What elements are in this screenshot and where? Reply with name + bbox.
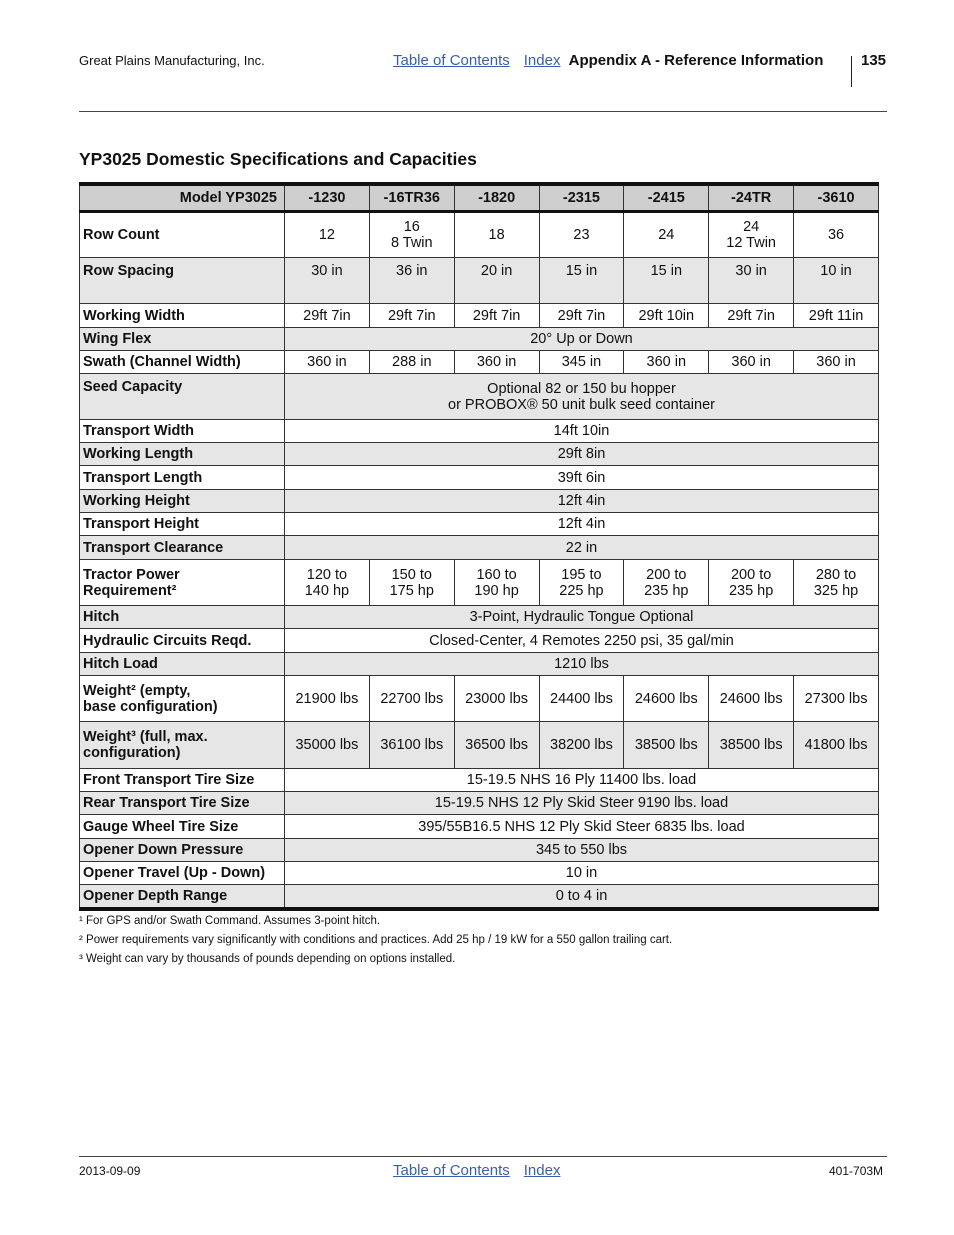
table-row [80,839,879,862]
column-header: -3610 [794,184,879,212]
table-header-row [80,184,879,212]
table-cell: Closed-Center, 4 Remotes 2250 psi, 35 gal/min [285,629,879,653]
table-row [80,513,879,536]
table-row [80,885,879,909]
row-label: Transport Clearance [80,536,285,560]
table-cell: 0 to 4 in [285,885,879,909]
row-label: Hitch Load [80,653,285,676]
table-cell: 36500 lbs [454,722,539,769]
table-row [80,560,879,606]
table-cell: 36100 lbs [369,722,454,769]
table-cell: 39ft 6in [285,466,879,490]
table-cell: 35000 lbs [285,722,370,769]
column-header: -2415 [624,184,709,212]
footer-date: 2013-09-09 [79,1164,141,1178]
table-cell: 22700 lbs [369,676,454,722]
table-row [80,769,879,792]
column-header: -1820 [454,184,539,212]
row-label: Working Length [80,443,285,466]
row-label: Opener Travel (Up - Down) [80,862,285,885]
row-label: Wing Flex [80,328,285,351]
table-cell: 36 [794,212,879,258]
table-cell: 29ft 7in [539,304,624,328]
table-cell: 360 in [285,351,370,374]
table-cell: 29ft 11in [794,304,879,328]
table-cell: 24 [624,212,709,258]
table-cell: 360 in [454,351,539,374]
document-number: 401-703M [829,1164,884,1178]
table-row [80,443,879,466]
footnote: ¹ For GPS and/or Swath Command. Assumes 3-point hitch. [79,915,381,927]
row-label: Working Width [80,304,285,328]
table-cell: 23 [539,212,624,258]
table-cell: 29ft 7in [285,304,370,328]
header-rule [79,111,887,112]
column-header: -16TR36 [369,184,454,212]
row-label: Hitch [80,606,285,629]
table-cell: 12ft 4in [285,490,879,513]
table-cell: 280 to 325 hp [794,560,879,606]
table-cell: 120 to 140 hp [285,560,370,606]
table-cell: 38500 lbs [709,722,794,769]
table-row [80,304,879,328]
table-cell: 24600 lbs [624,676,709,722]
table-cell: 15-19.5 NHS 12 Ply Skid Steer 9190 lbs. load [285,792,879,815]
table-row [80,815,879,839]
table-cell: 36 in [369,258,454,304]
table-cell: 24400 lbs [539,676,624,722]
index-link[interactable]: Index [523,1162,561,1179]
table-cell: 22 in [285,536,879,560]
column-header: -24TR [709,184,794,212]
table-cell: Optional 82 or 150 bu hopper or PROBOX® 50 unit bulk seed container [285,374,879,420]
table-row [80,466,879,490]
row-label: Seed Capacity [80,374,285,420]
table-cell: 345 in [539,351,624,374]
row-label: Transport Width [80,420,285,443]
table-cell: 20° Up or Down [285,328,879,351]
footnotes [79,912,672,969]
table-cell: 14ft 10in [285,420,879,443]
table-cell: 38500 lbs [624,722,709,769]
column-header: Model YP3025 [80,184,285,212]
table-cell: 30 in [285,258,370,304]
table-cell: 360 in [794,351,879,374]
table-row [80,722,879,769]
table-row [80,374,879,420]
row-label: Opener Down Pressure [80,839,285,862]
table-cell: 288 in [369,351,454,374]
table-cell: 29ft 8in [285,443,879,466]
table-cell: 345 to 550 lbs [285,839,879,862]
table-cell: 29ft 7in [369,304,454,328]
specifications-table [79,182,879,911]
table-cell: 3-Point, Hydraulic Tongue Optional [285,606,879,629]
row-label: Row Spacing [80,258,285,304]
table-cell: 30 in [709,258,794,304]
index-link[interactable]: Index [523,52,561,69]
table-row [80,536,879,560]
table-cell: 20 in [454,258,539,304]
footnote: ² Power requirements vary significantly with conditions and practices. Add 25 hp / 19 kW for a 550 gallon trailing cart. [79,934,673,946]
table-cell: 10 in [794,258,879,304]
table-cell: 27300 lbs [794,676,879,722]
table-row [80,212,879,258]
table-row [80,653,879,676]
row-label: Weight³ (full, max. configuration) [80,722,285,769]
toc-link[interactable]: Table of Contents [393,1162,510,1179]
row-label: Transport Length [80,466,285,490]
table-cell: 395/55B16.5 NHS 12 Ply Skid Steer 6835 lbs. load [285,815,879,839]
page-title: YP3025 Domestic Specifications and Capacities [79,149,477,169]
table-row [80,328,879,351]
row-label: Row Count [80,212,285,258]
row-label: Transport Height [80,513,285,536]
header-divider [851,56,852,87]
table-cell: 24600 lbs [709,676,794,722]
footer-rule [79,1156,887,1157]
table-row [80,351,879,374]
table-row [80,862,879,885]
row-label: Swath (Channel Width) [80,351,285,374]
table-cell: 21900 lbs [285,676,370,722]
table-row [80,258,879,304]
page-number: 135 [861,52,887,69]
table-cell: 15 in [539,258,624,304]
table-row [80,792,879,815]
table-cell: 41800 lbs [794,722,879,769]
table-cell: 360 in [709,351,794,374]
company-name: Great Plains Manufacturing, Inc. [79,53,265,68]
row-label: Hydraulic Circuits Reqd. [80,629,285,653]
table-cell: 12ft 4in [285,513,879,536]
table-cell: 23000 lbs [454,676,539,722]
table-row [80,629,879,653]
row-label: Gauge Wheel Tire Size [80,815,285,839]
table-cell: 10 in [285,862,879,885]
table-cell: 18 [454,212,539,258]
table-cell: 16 8 Twin [369,212,454,258]
header-nav [393,52,823,69]
table-cell: 12 [285,212,370,258]
row-label: Opener Depth Range [80,885,285,909]
table-cell: 29ft 7in [709,304,794,328]
table-row [80,676,879,722]
table-cell: 24 12 Twin [709,212,794,258]
row-label: Rear Transport Tire Size [80,792,285,815]
toc-link[interactable]: Table of Contents [393,52,510,69]
footer-nav [393,1162,560,1179]
row-label: Weight² (empty, base configuration) [80,676,285,722]
row-label: Tractor Power Requirement² [80,560,285,606]
table-row [80,490,879,513]
column-header: -1230 [285,184,370,212]
table-row [80,606,879,629]
table-cell: 160 to 190 hp [454,560,539,606]
table-cell: 15 in [624,258,709,304]
table-cell: 15-19.5 NHS 16 Ply 11400 lbs. load [285,769,879,792]
column-header: -2315 [539,184,624,212]
table-cell: 195 to 225 hp [539,560,624,606]
table-cell: 29ft 10in [624,304,709,328]
table-cell: 360 in [624,351,709,374]
row-label: Front Transport Tire Size [80,769,285,792]
row-label: Working Height [80,490,285,513]
table-cell: 200 to 235 hp [709,560,794,606]
table-cell: 29ft 7in [454,304,539,328]
table-cell: 200 to 235 hp [624,560,709,606]
table-cell: 150 to 175 hp [369,560,454,606]
table-cell: 38200 lbs [539,722,624,769]
footnote: ³ Weight can vary by thousands of pounds depending on options installed. [79,953,456,965]
table-cell: 1210 lbs [285,653,879,676]
table-row [80,420,879,443]
section-title: Appendix A - Reference Information [568,52,824,69]
